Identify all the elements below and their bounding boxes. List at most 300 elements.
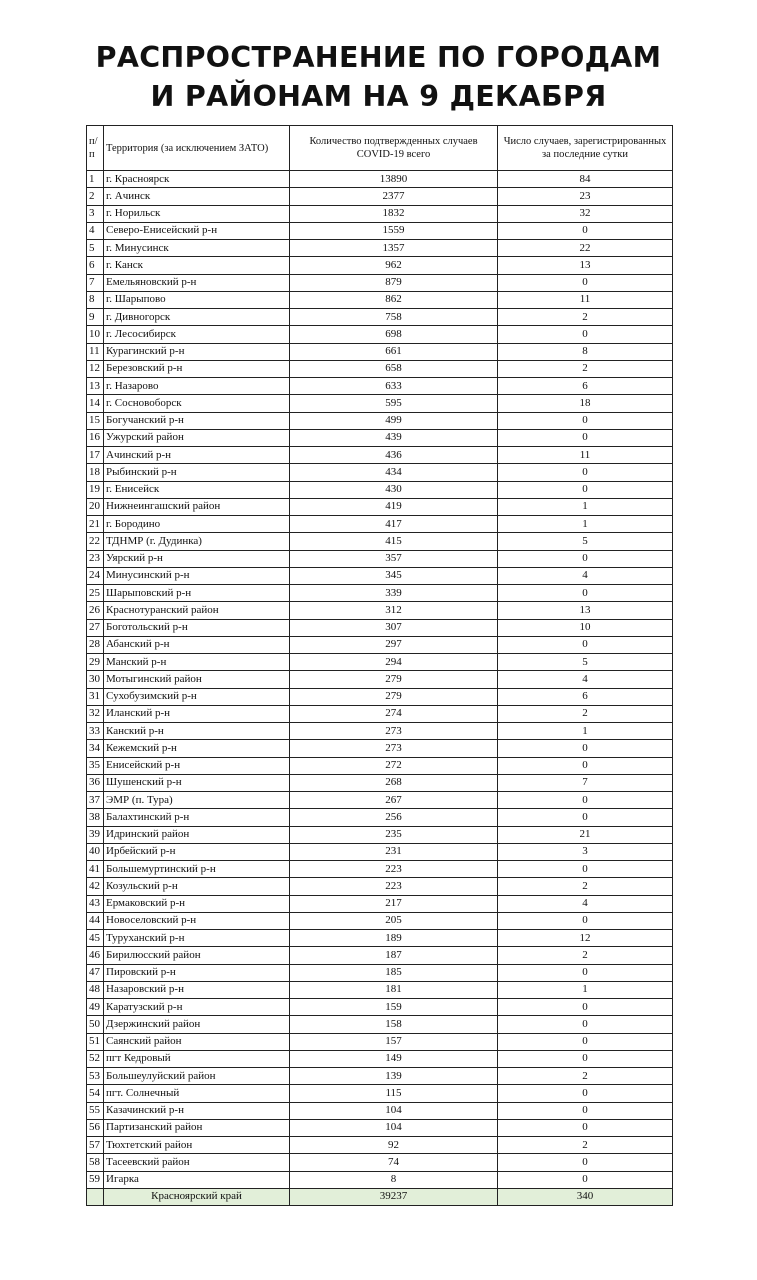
table-row xyxy=(87,1085,673,1102)
territory-cell: г. Назарово xyxy=(104,378,290,395)
territory-cell: г. Красноярск xyxy=(104,171,290,188)
total-cases-cell: 189 xyxy=(290,930,498,947)
table-row xyxy=(87,809,673,826)
row-number-cell: 31 xyxy=(87,688,104,705)
total-cases-cell: 758 xyxy=(290,309,498,326)
header-daily-cases: Число случаев, зарегистрированных за последние сутки xyxy=(498,126,673,171)
territory-cell: Новоселовский р-н xyxy=(104,912,290,929)
daily-cases-cell: 0 xyxy=(498,861,673,878)
territory-cell: г. Лесосибирск xyxy=(104,326,290,343)
table-row xyxy=(87,257,673,274)
total-cases-cell: 8 xyxy=(290,1171,498,1188)
territory-cell: Минусинский р-н xyxy=(104,567,290,584)
table-body xyxy=(87,171,673,1189)
row-number-cell: 49 xyxy=(87,999,104,1016)
daily-cases-cell: 10 xyxy=(498,619,673,636)
table-row xyxy=(87,930,673,947)
territory-cell: Ермаковский р-н xyxy=(104,895,290,912)
row-number-cell: 35 xyxy=(87,757,104,774)
territory-cell: Балахтинский р-н xyxy=(104,809,290,826)
total-cases-cell: 415 xyxy=(290,533,498,550)
table-row xyxy=(87,1171,673,1188)
row-number-cell: 44 xyxy=(87,912,104,929)
row-number-cell: 2 xyxy=(87,188,104,205)
table-row xyxy=(87,619,673,636)
row-number-cell: 50 xyxy=(87,1016,104,1033)
table-row xyxy=(87,671,673,688)
daily-cases-cell: 1 xyxy=(498,516,673,533)
territory-cell: Шушенский р-н xyxy=(104,774,290,791)
row-number-cell: 54 xyxy=(87,1085,104,1102)
row-number-cell: 47 xyxy=(87,964,104,981)
territory-cell: Рыбинский р-н xyxy=(104,464,290,481)
daily-cases-cell: 4 xyxy=(498,567,673,584)
territory-cell: пгт. Солнечный xyxy=(104,1085,290,1102)
daily-cases-cell: 18 xyxy=(498,395,673,412)
territory-cell: Туруханский р-н xyxy=(104,930,290,947)
daily-cases-cell: 0 xyxy=(498,1102,673,1119)
daily-cases-cell: 2 xyxy=(498,360,673,377)
row-number-cell: 1 xyxy=(87,171,104,188)
daily-cases-cell: 5 xyxy=(498,654,673,671)
daily-cases-cell: 0 xyxy=(498,757,673,774)
daily-cases-cell: 0 xyxy=(498,740,673,757)
daily-cases-cell: 0 xyxy=(498,999,673,1016)
row-number-cell: 16 xyxy=(87,429,104,446)
territory-cell: Богучанский р-н xyxy=(104,412,290,429)
total-number-cell xyxy=(87,1188,104,1205)
table-row xyxy=(87,171,673,188)
territory-cell: г. Бородино xyxy=(104,516,290,533)
row-number-cell: 28 xyxy=(87,636,104,653)
table-row xyxy=(87,1068,673,1085)
row-number-cell: 3 xyxy=(87,205,104,222)
daily-cases-cell: 0 xyxy=(498,964,673,981)
table-row xyxy=(87,412,673,429)
row-number-cell: 19 xyxy=(87,481,104,498)
daily-cases-cell: 0 xyxy=(498,326,673,343)
row-number-cell: 13 xyxy=(87,378,104,395)
total-cases-cell: 307 xyxy=(290,619,498,636)
daily-cases-cell: 0 xyxy=(498,636,673,653)
table-row xyxy=(87,498,673,515)
total-cases-cell: 1832 xyxy=(290,205,498,222)
territory-cell: Манский р-н xyxy=(104,654,290,671)
daily-cases-cell: 0 xyxy=(498,222,673,239)
total-cases-cell: 268 xyxy=(290,774,498,791)
total-cases-cell: 962 xyxy=(290,257,498,274)
table-row xyxy=(87,291,673,308)
territory-cell: Ирбейский р-н xyxy=(104,843,290,860)
territory-cell: Боготольский р-н xyxy=(104,619,290,636)
daily-cases-cell: 12 xyxy=(498,930,673,947)
row-number-cell: 24 xyxy=(87,567,104,584)
daily-cases-cell: 84 xyxy=(498,171,673,188)
table-row xyxy=(87,567,673,584)
total-cases-cell: 345 xyxy=(290,567,498,584)
territory-cell: Бирилюсский район xyxy=(104,947,290,964)
row-number-cell: 26 xyxy=(87,602,104,619)
total-cases-cell: 185 xyxy=(290,964,498,981)
daily-cases-cell: 21 xyxy=(498,826,673,843)
total-cases-cell: 439 xyxy=(290,429,498,446)
total-cases-cell: 879 xyxy=(290,274,498,291)
daily-cases-cell: 5 xyxy=(498,533,673,550)
table-row xyxy=(87,1050,673,1067)
table-row xyxy=(87,602,673,619)
row-number-cell: 21 xyxy=(87,516,104,533)
territory-cell: г. Норильск xyxy=(104,205,290,222)
table-row xyxy=(87,878,673,895)
territory-cell: Большеулуйский район xyxy=(104,1068,290,1085)
total-cases-cell: 223 xyxy=(290,861,498,878)
table-row xyxy=(87,1137,673,1154)
daily-cases-cell: 8 xyxy=(498,343,673,360)
row-number-cell: 40 xyxy=(87,843,104,860)
table-row xyxy=(87,481,673,498)
row-number-cell: 33 xyxy=(87,723,104,740)
table-row xyxy=(87,912,673,929)
territory-cell: Абанский р-н xyxy=(104,636,290,653)
territory-cell: ЭМР (п. Тура) xyxy=(104,792,290,809)
daily-cases-cell: 3 xyxy=(498,843,673,860)
row-number-cell: 51 xyxy=(87,1033,104,1050)
table-row xyxy=(87,999,673,1016)
total-cases-cell: 434 xyxy=(290,464,498,481)
table-row xyxy=(87,274,673,291)
territory-cell: Сухобузимский р-н xyxy=(104,688,290,705)
total-cases-cell: 223 xyxy=(290,878,498,895)
row-number-cell: 52 xyxy=(87,1050,104,1067)
total-cases-cell: 312 xyxy=(290,602,498,619)
table-row xyxy=(87,360,673,377)
territory-cell: Шарыповский р-н xyxy=(104,585,290,602)
row-number-cell: 42 xyxy=(87,878,104,895)
daily-cases-cell: 2 xyxy=(498,947,673,964)
row-number-cell: 5 xyxy=(87,240,104,257)
territory-cell: Партизанский район xyxy=(104,1119,290,1136)
row-number-cell: 48 xyxy=(87,981,104,998)
table-row xyxy=(87,981,673,998)
total-cases-cell: 273 xyxy=(290,740,498,757)
daily-cases-cell: 2 xyxy=(498,1137,673,1154)
table-row xyxy=(87,533,673,550)
table-row xyxy=(87,1154,673,1171)
table-row xyxy=(87,447,673,464)
row-number-cell: 22 xyxy=(87,533,104,550)
total-cases-cell: 205 xyxy=(290,912,498,929)
territory-cell: Ачинский р-н xyxy=(104,447,290,464)
total-cases-cell: 267 xyxy=(290,792,498,809)
daily-cases-cell: 2 xyxy=(498,309,673,326)
daily-cases-cell: 22 xyxy=(498,240,673,257)
table-row xyxy=(87,378,673,395)
table-row xyxy=(87,688,673,705)
total-cases-cell: 430 xyxy=(290,481,498,498)
total-cases-cell: 595 xyxy=(290,395,498,412)
territory-cell: Мотыгинский район xyxy=(104,671,290,688)
row-number-cell: 9 xyxy=(87,309,104,326)
total-cases-cell: 274 xyxy=(290,705,498,722)
territory-cell: Назаровский р-н xyxy=(104,981,290,998)
total-cases-cell: 159 xyxy=(290,999,498,1016)
territory-cell: Канский р-н xyxy=(104,723,290,740)
territory-cell: Нижнеингашский район xyxy=(104,498,290,515)
total-cases-cell: 235 xyxy=(290,826,498,843)
total-cases-cell: 2377 xyxy=(290,188,498,205)
row-number-cell: 8 xyxy=(87,291,104,308)
total-daily-cell: 340 xyxy=(498,1188,673,1205)
table-row xyxy=(87,550,673,567)
territory-cell: Тасеевский район xyxy=(104,1154,290,1171)
daily-cases-cell: 1 xyxy=(498,723,673,740)
territory-cell: Кежемский р-н xyxy=(104,740,290,757)
daily-cases-cell: 0 xyxy=(498,464,673,481)
daily-cases-cell: 1 xyxy=(498,981,673,998)
daily-cases-cell: 2 xyxy=(498,705,673,722)
row-number-cell: 7 xyxy=(87,274,104,291)
row-number-cell: 18 xyxy=(87,464,104,481)
page-title xyxy=(0,38,757,116)
row-number-cell: 56 xyxy=(87,1119,104,1136)
header-territory: Территория (за исключением ЗАТО) xyxy=(104,126,290,171)
table-row xyxy=(87,774,673,791)
table-row xyxy=(87,1033,673,1050)
daily-cases-cell: 0 xyxy=(498,809,673,826)
territory-cell: Краснотуранский район xyxy=(104,602,290,619)
territory-cell: Пировский р-н xyxy=(104,964,290,981)
table-row xyxy=(87,792,673,809)
row-number-cell: 41 xyxy=(87,861,104,878)
table-row xyxy=(87,1119,673,1136)
row-number-cell: 12 xyxy=(87,360,104,377)
row-number-cell: 23 xyxy=(87,550,104,567)
table-row xyxy=(87,757,673,774)
daily-cases-cell: 1 xyxy=(498,498,673,515)
total-cases-cell: 419 xyxy=(290,498,498,515)
row-number-cell: 43 xyxy=(87,895,104,912)
table-row xyxy=(87,464,673,481)
territory-cell: г. Шарыпово xyxy=(104,291,290,308)
total-cases-cell: 92 xyxy=(290,1137,498,1154)
table-row xyxy=(87,395,673,412)
row-number-cell: 25 xyxy=(87,585,104,602)
daily-cases-cell: 0 xyxy=(498,1119,673,1136)
territory-cell: Ужурский район xyxy=(104,429,290,446)
territory-cell: Емельяновский р-н xyxy=(104,274,290,291)
row-number-cell: 32 xyxy=(87,705,104,722)
daily-cases-cell: 2 xyxy=(498,878,673,895)
row-number-cell: 45 xyxy=(87,930,104,947)
territory-cell: Игарка xyxy=(104,1171,290,1188)
total-cases-cell: 217 xyxy=(290,895,498,912)
row-number-cell: 59 xyxy=(87,1171,104,1188)
daily-cases-cell: 0 xyxy=(498,481,673,498)
row-number-cell: 14 xyxy=(87,395,104,412)
total-cases-cell: 633 xyxy=(290,378,498,395)
table-row xyxy=(87,205,673,222)
table-row xyxy=(87,1102,673,1119)
total-cases-cell: 658 xyxy=(290,360,498,377)
territory-cell: Иланский р-н xyxy=(104,705,290,722)
total-cases-cell: 139 xyxy=(290,1068,498,1085)
row-number-cell: 17 xyxy=(87,447,104,464)
daily-cases-cell: 11 xyxy=(498,291,673,308)
daily-cases-cell: 13 xyxy=(498,602,673,619)
daily-cases-cell: 32 xyxy=(498,205,673,222)
title-line-2: И РАЙОНАМ НА 9 ДЕКАБРЯ xyxy=(150,80,607,113)
table-total-row xyxy=(87,1188,673,1205)
territory-cell: Идринский район xyxy=(104,826,290,843)
table-row xyxy=(87,705,673,722)
table-row xyxy=(87,654,673,671)
territory-cell: Тюхтетский район xyxy=(104,1137,290,1154)
territory-cell: Козульский р-н xyxy=(104,878,290,895)
territory-cell: г. Енисейск xyxy=(104,481,290,498)
daily-cases-cell: 0 xyxy=(498,792,673,809)
total-cases-cell: 273 xyxy=(290,723,498,740)
table-row xyxy=(87,723,673,740)
daily-cases-cell: 0 xyxy=(498,1085,673,1102)
daily-cases-cell: 7 xyxy=(498,774,673,791)
territory-cell: Казачинский р-н xyxy=(104,1102,290,1119)
daily-cases-cell: 0 xyxy=(498,1154,673,1171)
territory-cell: г. Сосновоборск xyxy=(104,395,290,412)
daily-cases-cell: 0 xyxy=(498,585,673,602)
row-number-cell: 29 xyxy=(87,654,104,671)
table-row xyxy=(87,947,673,964)
row-number-cell: 57 xyxy=(87,1137,104,1154)
total-cases-cell: 1559 xyxy=(290,222,498,239)
row-number-cell: 53 xyxy=(87,1068,104,1085)
total-cases-cell: 272 xyxy=(290,757,498,774)
territory-cell: Енисейский р-н xyxy=(104,757,290,774)
daily-cases-cell: 0 xyxy=(498,412,673,429)
row-number-cell: 30 xyxy=(87,671,104,688)
total-cases-cell: 436 xyxy=(290,447,498,464)
total-cases-cell: 231 xyxy=(290,843,498,860)
total-cases-cell: 39237 xyxy=(290,1188,498,1205)
row-number-cell: 36 xyxy=(87,774,104,791)
row-number-cell: 37 xyxy=(87,792,104,809)
total-cases-cell: 417 xyxy=(290,516,498,533)
table-row xyxy=(87,585,673,602)
row-number-cell: 6 xyxy=(87,257,104,274)
total-cases-cell: 104 xyxy=(290,1119,498,1136)
row-number-cell: 10 xyxy=(87,326,104,343)
total-cases-cell: 698 xyxy=(290,326,498,343)
row-number-cell: 46 xyxy=(87,947,104,964)
daily-cases-cell: 0 xyxy=(498,1033,673,1050)
row-number-cell: 38 xyxy=(87,809,104,826)
title-line-1: РАСПРОСТРАНЕНИЕ ПО ГОРОДАМ xyxy=(95,41,662,74)
territory-cell: г. Минусинск xyxy=(104,240,290,257)
row-number-cell: 58 xyxy=(87,1154,104,1171)
total-cases-cell: 158 xyxy=(290,1016,498,1033)
territory-cell: Уярский р-н xyxy=(104,550,290,567)
total-cases-cell: 187 xyxy=(290,947,498,964)
total-label-cell: Красноярский край xyxy=(104,1188,290,1205)
total-cases-cell: 149 xyxy=(290,1050,498,1067)
table-row xyxy=(87,1016,673,1033)
header-number: п/п xyxy=(87,126,104,171)
total-cases-cell: 499 xyxy=(290,412,498,429)
territory-cell: Березовский р-н xyxy=(104,360,290,377)
daily-cases-cell: 6 xyxy=(498,378,673,395)
territory-cell: Каратузский р-н xyxy=(104,999,290,1016)
daily-cases-cell: 0 xyxy=(498,550,673,567)
row-number-cell: 39 xyxy=(87,826,104,843)
territory-cell: г. Дивногорск xyxy=(104,309,290,326)
total-cases-cell: 294 xyxy=(290,654,498,671)
row-number-cell: 55 xyxy=(87,1102,104,1119)
daily-cases-cell: 0 xyxy=(498,1016,673,1033)
row-number-cell: 20 xyxy=(87,498,104,515)
daily-cases-cell: 0 xyxy=(498,1171,673,1188)
table-row xyxy=(87,188,673,205)
total-cases-cell: 13890 xyxy=(290,171,498,188)
territory-cell: Дзержинский район xyxy=(104,1016,290,1033)
daily-cases-cell: 0 xyxy=(498,274,673,291)
total-cases-cell: 862 xyxy=(290,291,498,308)
daily-cases-cell: 0 xyxy=(498,1050,673,1067)
territory-cell: Курагинский р-н xyxy=(104,343,290,360)
total-cases-cell: 157 xyxy=(290,1033,498,1050)
daily-cases-cell: 23 xyxy=(498,188,673,205)
table-row xyxy=(87,843,673,860)
daily-cases-cell: 6 xyxy=(498,688,673,705)
cases-table xyxy=(86,125,673,1206)
daily-cases-cell: 0 xyxy=(498,429,673,446)
table-header-row xyxy=(87,126,673,171)
table-row xyxy=(87,222,673,239)
total-cases-cell: 1357 xyxy=(290,240,498,257)
header-total-cases: Количество подтвержденных случаев COVID-19 всего xyxy=(290,126,498,171)
territory-cell: Северо-Енисейский р-н xyxy=(104,222,290,239)
daily-cases-cell: 4 xyxy=(498,895,673,912)
table-row xyxy=(87,516,673,533)
daily-cases-cell: 11 xyxy=(498,447,673,464)
table-row xyxy=(87,636,673,653)
territory-cell: Большемуртинский р-н xyxy=(104,861,290,878)
total-cases-cell: 661 xyxy=(290,343,498,360)
daily-cases-cell: 0 xyxy=(498,912,673,929)
total-cases-cell: 74 xyxy=(290,1154,498,1171)
row-number-cell: 15 xyxy=(87,412,104,429)
table-row xyxy=(87,240,673,257)
total-cases-cell: 297 xyxy=(290,636,498,653)
row-number-cell: 27 xyxy=(87,619,104,636)
daily-cases-cell: 2 xyxy=(498,1068,673,1085)
row-number-cell: 34 xyxy=(87,740,104,757)
territory-cell: ТДНМР (г. Дудинка) xyxy=(104,533,290,550)
territory-cell: Саянский район xyxy=(104,1033,290,1050)
total-cases-cell: 256 xyxy=(290,809,498,826)
table-row xyxy=(87,964,673,981)
total-cases-cell: 339 xyxy=(290,585,498,602)
total-cases-cell: 104 xyxy=(290,1102,498,1119)
territory-cell: г. Канск xyxy=(104,257,290,274)
territory-cell: пгт Кедровый xyxy=(104,1050,290,1067)
daily-cases-cell: 4 xyxy=(498,671,673,688)
table-row xyxy=(87,740,673,757)
daily-cases-cell: 13 xyxy=(498,257,673,274)
table-row xyxy=(87,429,673,446)
total-cases-cell: 279 xyxy=(290,671,498,688)
row-number-cell: 11 xyxy=(87,343,104,360)
table-row xyxy=(87,309,673,326)
total-cases-cell: 115 xyxy=(290,1085,498,1102)
